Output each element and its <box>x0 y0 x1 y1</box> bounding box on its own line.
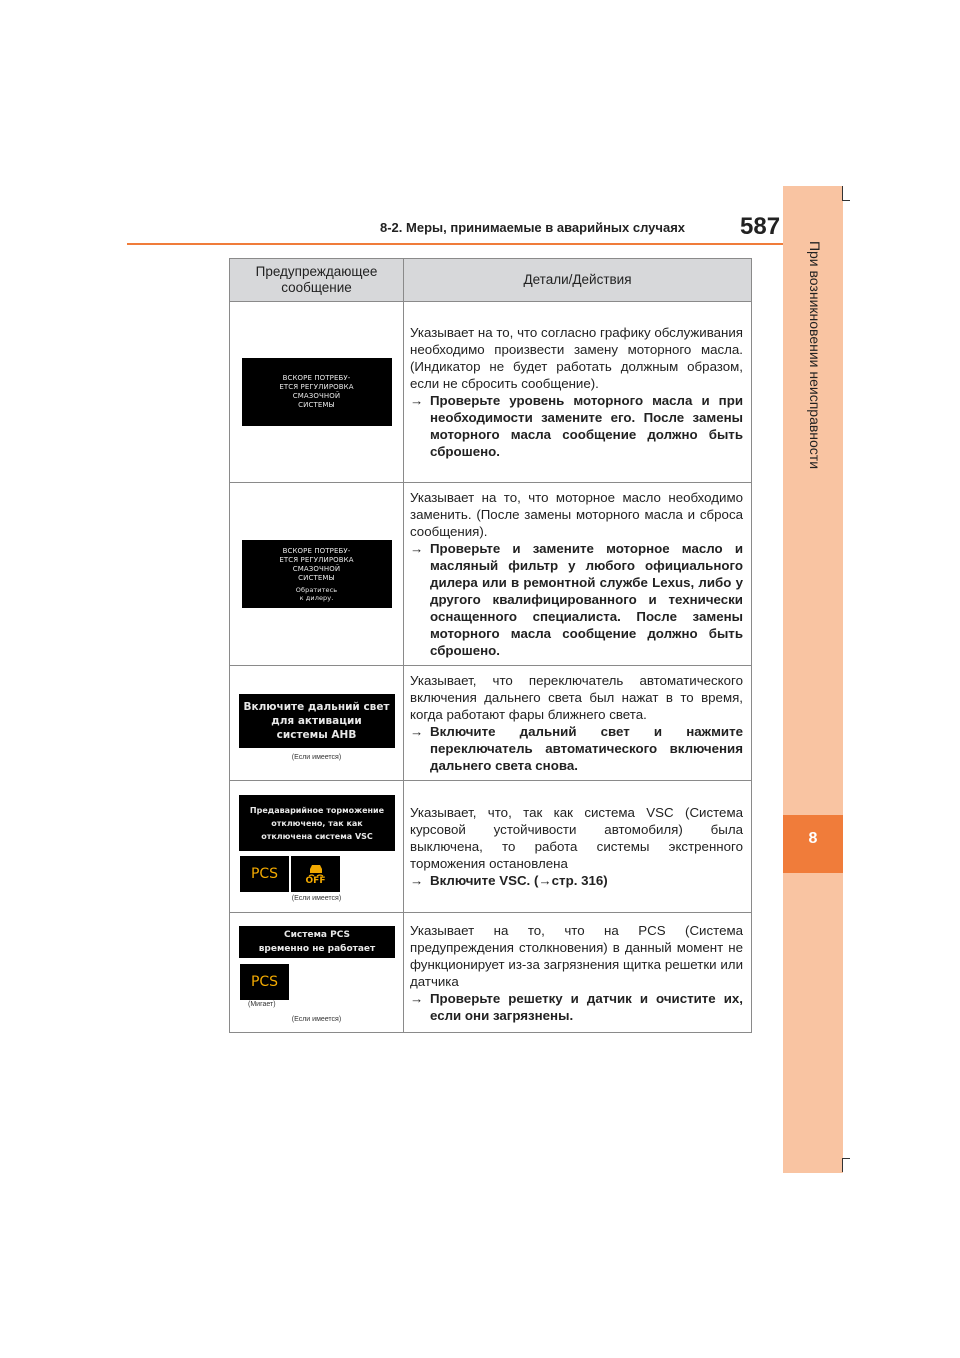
table-row <box>230 483 752 666</box>
availability-note: (Если имеется) <box>291 895 342 902</box>
crop-mark-bottom <box>842 1158 843 1172</box>
pcs-indicator-label: PCS <box>250 973 279 990</box>
details-cell <box>404 913 752 1033</box>
description: Указывает на то, что на PCS (Система предупреждения столкновения) в данный момент не функционирует из-за загрязнения щитка решетки или датчика <box>410 922 743 989</box>
description: Указывает на то, что согласно графику обслуживания необходимо произвести замену моторного масла. (Индикатор не будет работать должным образом, если не сбросить сообщение). <box>410 325 743 391</box>
crop-mark-top <box>842 186 843 200</box>
details-cell <box>404 781 752 913</box>
indicator-row <box>240 964 403 1000</box>
availability-note: (Если имеется) <box>291 753 342 761</box>
crop-mark-top-h <box>842 200 850 201</box>
table-row <box>230 302 752 483</box>
pcs-indicator <box>240 964 289 1000</box>
action <box>410 990 743 1024</box>
action <box>410 540 743 659</box>
details-cell <box>404 483 752 666</box>
header-rule <box>127 243 783 245</box>
action-text: Проверьте и замените моторное масло и масляный фильтр у любого официального дилера или в ремонтной службе Lexus, либо у другого квалифицированного и технически оснащенного специалиста. После замены моторного масла сообщение должно быть сброшено. <box>430 541 743 658</box>
arrow-right-icon: → <box>410 990 424 1006</box>
table-row <box>230 913 752 1033</box>
description: Указывает, что переключатель автоматического включения дальнего света был нажат в то время, когда работают фары ближнего света. <box>410 673 743 722</box>
description: Указывает, что, так как система VSC (Система курсовой устойчивости автомобиля) была выключена, то работа системы экстренного торможения остановлена <box>410 805 743 871</box>
table-header-row <box>230 259 752 302</box>
message-cell <box>230 781 404 913</box>
warning-table <box>229 258 752 1033</box>
indicator-row <box>240 856 403 892</box>
section-title: 8-2. Меры, принимаемые в аварийных случаях <box>380 220 686 235</box>
page-number: 587 <box>740 213 781 240</box>
pcs-indicator <box>240 856 289 892</box>
action-text: Включите VSC. (→стр. 316) <box>430 873 608 888</box>
arrow-right-icon: → <box>410 541 424 556</box>
screen-subtext: Обратитесь к дилеру. <box>295 585 338 602</box>
action <box>410 392 743 460</box>
screen-text: ВСКОРЕ ПОТРЕБУ- ЕТСЯ РЕГУЛИРОВКА СМАЗОЧНОЙ СИСТЕМЫ <box>279 374 354 409</box>
screen-text: Предаварийное торможение отключено, так как отключена система VSC <box>249 805 385 841</box>
action <box>410 723 743 774</box>
screen-text: ВСКОРЕ ПОТРЕБУ- ЕТСЯ РЕГУЛИРОВКА СМАЗОЧНОЙ СИСТЕМЫ <box>279 546 354 582</box>
availability-note: (Если имеется) <box>291 1015 342 1023</box>
arrow-right-icon: → <box>410 393 424 408</box>
off-indicator-label: OFF <box>305 876 326 886</box>
pcs-indicator-label: PCS <box>250 866 279 882</box>
col-header-details: Детали/Действия <box>404 259 752 302</box>
table-row <box>230 781 752 913</box>
vsc-off-indicator <box>291 856 340 892</box>
action-text: Проверьте уровень моторного масла и при необходимости замените его. После замены моторного масла сообщение должно быть сброшено. <box>430 393 743 459</box>
arrow-right-icon: → <box>410 724 424 739</box>
display-screen <box>242 358 392 426</box>
message-cell <box>230 483 404 666</box>
blink-note: (Мигает) <box>248 1000 276 1008</box>
message-cell <box>230 666 404 781</box>
display-screen <box>242 540 392 608</box>
message-cell <box>230 302 404 483</box>
chapter-side-title: При возникновении неисправности <box>807 240 823 470</box>
display-screen <box>239 694 395 748</box>
action-text: Включите дальний свет и нажмите переключатель автоматического включения дальнего света снова. <box>430 724 743 773</box>
chapter-number: 8 <box>808 830 818 847</box>
message-cell <box>230 913 404 1033</box>
arrow-right-icon: → <box>410 873 424 888</box>
crop-mark-bottom-h <box>842 1158 850 1159</box>
details-cell <box>404 302 752 483</box>
screen-text: Включите дальний свет для активации системы AHB <box>243 700 390 741</box>
display-screen <box>239 795 395 851</box>
action <box>410 872 743 889</box>
details-cell <box>404 666 752 781</box>
display-screen <box>239 926 395 958</box>
col-header-message: Предупреждающее сообщение <box>230 259 404 302</box>
action-text: Проверьте решетку и датчик и очистите их, если они загрязнены. <box>430 990 743 1023</box>
description: Указывает на то, что моторное масло необходимо заменить. (После замены моторного масла и сброса сообщения). <box>410 490 743 539</box>
table-row <box>230 666 752 781</box>
screen-text: Система PCS временно не работает <box>258 929 376 954</box>
